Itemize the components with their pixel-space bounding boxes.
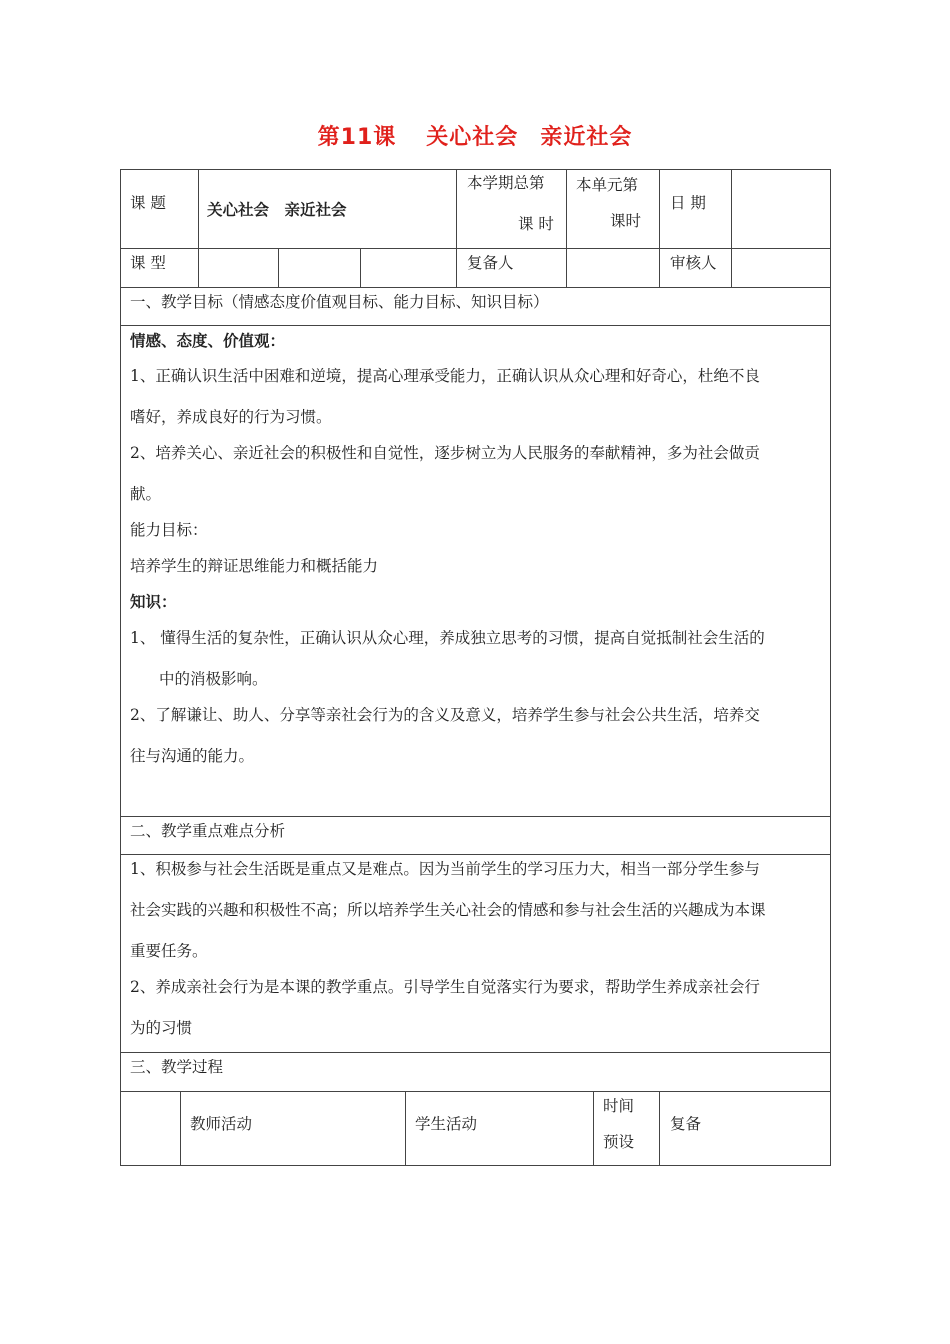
title-part1: 关心社会 xyxy=(426,125,519,150)
col-divider xyxy=(456,169,457,287)
col-time-2: 预设 xyxy=(603,1133,635,1151)
knowledge-item1: 1、 懂得生活的复杂性，正确认识从众心理，养成独立思考的习惯，提高自觉抵制社会生活的 xyxy=(130,629,765,647)
col-divider xyxy=(566,169,567,287)
knowledge-item2-cont: 往与沟通的能力。 xyxy=(130,747,255,765)
section2-heading: 二、教学重点难点分析 xyxy=(130,822,286,840)
difficulty-item1: 1、积极参与社会生活既是重点又是难点。因为当前学生的学习压力大，相当一部分学生参与 xyxy=(130,860,760,878)
col-divider xyxy=(593,1091,594,1166)
difficulty-item2-cont: 为的习惯 xyxy=(130,1019,193,1037)
difficulty-item2: 2、养成亲社会行为是本课的教学重点。引导学生自觉落实行为要求，帮助学生养成亲社会行 xyxy=(130,978,760,996)
unit-label-2: 课时 xyxy=(610,212,642,230)
difficulty-item1-cont: 社会实践的兴趣和积极性不高；所以培养学生关心社会的情感和参与社会生活的兴趣成为本课 xyxy=(130,901,766,919)
row-divider xyxy=(120,854,831,855)
row-divider xyxy=(120,248,831,249)
emotion-item1-cont: 嗜好，养成良好的行为习惯。 xyxy=(130,408,332,426)
title-part2: 亲近社会 xyxy=(540,125,633,150)
col-divider xyxy=(659,169,660,287)
emotion-heading: 情感、态度、价值观： xyxy=(130,332,286,350)
type-label: 课 型 xyxy=(130,254,166,272)
page-title xyxy=(0,120,950,151)
row-divider xyxy=(120,325,831,326)
knowledge-item1-cont: 中的消极影响。 xyxy=(159,670,268,688)
unit-label: 本单元第 xyxy=(576,176,639,194)
emotion-item1: 1、正确认识生活中困难和逆境，提高心理承受能力，正确认识从众心理和好奇心，杜绝不良 xyxy=(130,367,760,385)
lesson-number: 第11课 xyxy=(317,125,397,150)
col-divider xyxy=(405,1091,406,1166)
section1-heading: 一、教学目标（情感态度价值观目标、能力目标、知识目标） xyxy=(130,293,549,311)
col-divider xyxy=(731,169,732,287)
row-divider xyxy=(120,816,831,817)
emotion-item2: 2、培养关心、亲近社会的积极性和自觉性，逐步树立为人民服务的奉献精神，多为社会做贡 xyxy=(130,444,760,462)
row-divider xyxy=(120,1052,831,1053)
ability-heading: 能力目标： xyxy=(130,521,208,539)
term-total-label-2: 课 时 xyxy=(518,215,554,233)
col-divider xyxy=(278,248,279,287)
ability-text: 培养学生的辩证思维能力和概括能力 xyxy=(130,557,379,575)
reviewer-label: 复备人 xyxy=(467,254,514,272)
auditor-label: 审核人 xyxy=(670,254,717,272)
col-review: 复备 xyxy=(670,1115,702,1133)
knowledge-heading: 知识： xyxy=(130,593,177,611)
subject-value: 关心社会 亲近社会 xyxy=(207,201,347,219)
col-divider xyxy=(198,169,199,287)
section3-heading: 三、教学过程 xyxy=(130,1058,224,1076)
col-teacher-activity: 教师活动 xyxy=(190,1115,253,1133)
col-divider xyxy=(180,1091,181,1166)
row-divider xyxy=(120,1091,831,1092)
date-label: 日 期 xyxy=(670,194,706,212)
subject-label: 课 题 xyxy=(130,194,166,212)
col-divider xyxy=(659,1091,660,1166)
row-divider xyxy=(120,287,831,288)
col-time: 时间 xyxy=(603,1097,635,1115)
knowledge-item2: 2、了解谦让、助人、分享等亲社会行为的含义及意义，培养学生参与社会公共生活，培养交 xyxy=(130,706,760,724)
col-student-activity: 学生活动 xyxy=(415,1115,478,1133)
lesson-plan-table xyxy=(120,169,831,1166)
emotion-item2-cont: 献。 xyxy=(130,485,162,503)
col-divider xyxy=(360,248,361,287)
term-total-label: 本学期总第 xyxy=(467,174,545,192)
difficulty-item1-cont2: 重要任务。 xyxy=(130,942,208,960)
